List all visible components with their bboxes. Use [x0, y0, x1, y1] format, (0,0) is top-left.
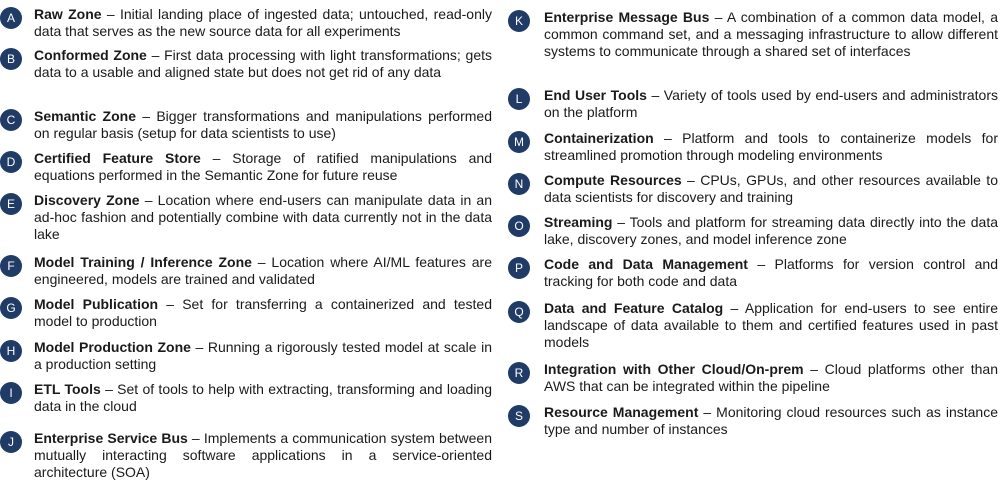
- letter-badge: S: [508, 405, 530, 427]
- legend-term: Semantic Zone: [34, 108, 136, 124]
- legend-text: [34, 47, 492, 81]
- legend-term: Code and Data Management: [544, 256, 748, 272]
- legend-term: Compute Resources: [544, 172, 682, 188]
- legend-term: Conformed Zone: [34, 47, 147, 63]
- legend-description: – Set for transferring a containerized and tested model to production: [34, 296, 493, 329]
- legend-description: – Tools and platform for streaming data directly into the data lake, discovery zones, and model inference zone: [544, 214, 998, 247]
- letter-badge: J: [0, 431, 22, 453]
- letter-badge: N: [508, 173, 530, 195]
- legend-term: Enterprise Service Bus: [34, 430, 188, 446]
- legend-description: – CPUs, GPUs, and other resources available to data scientists for discovery and training: [544, 172, 998, 205]
- legend-text: [34, 192, 492, 243]
- legend-text: [34, 150, 492, 184]
- legend-text: [34, 430, 492, 481]
- legend-term: Model Publication: [34, 296, 159, 312]
- legend-term: End User Tools: [544, 87, 647, 103]
- legend-term: Model Production Zone: [34, 339, 191, 355]
- letter-badge: I: [0, 382, 22, 404]
- letter-badge: L: [508, 88, 530, 110]
- legend-description: – Location where AI/ML features are engineered, models are trained and validated: [34, 254, 492, 287]
- legend-text: [34, 339, 492, 373]
- legend-description: – Monitoring cloud resources such as instance type and number of instances: [544, 404, 998, 437]
- letter-badge: E: [0, 193, 22, 215]
- legend-term: Resource Management: [544, 404, 699, 420]
- legend-text: [34, 254, 492, 288]
- legend-text: [544, 87, 998, 121]
- letter-badge: D: [0, 151, 22, 173]
- legend-description: – Set of tools to help with extracting, transforming and loading data in the cloud: [34, 381, 492, 414]
- legend-text: [34, 108, 492, 142]
- legend-term: ETL Tools: [34, 381, 101, 397]
- letter-badge: C: [0, 109, 22, 131]
- letter-badge: F: [0, 255, 22, 277]
- letter-badge: H: [0, 340, 22, 362]
- legend-text: [544, 130, 998, 164]
- legend-term: Streaming: [544, 214, 613, 230]
- legend-term: Containerization: [544, 130, 654, 146]
- legend-description: – Initial landing place of ingested data; untouched, read-only data that serves as the new source data for all experiments: [34, 6, 492, 39]
- legend-description: – Cloud platforms other than AWS that can be integrated within the pipeline: [544, 361, 999, 394]
- legend-description: – Location where end-users can manipulate data in an ad-hoc fashion and potentially combine with data currently not in the data lake: [34, 192, 492, 242]
- legend-description: – Storage of ratified manipulations and equations performed in the Semantic Zone for future reuse: [34, 150, 492, 183]
- letter-badge: M: [508, 131, 530, 153]
- legend-description: – Running a rigorously tested model at scale in a production setting: [34, 339, 493, 372]
- legend-description: – Application for end-users to see entire landscape of data available to them and certified features used in past models: [544, 300, 998, 350]
- legend-description: – Bigger transformations and manipulations performed on regular basis (setup for data scientists to use): [34, 108, 492, 141]
- legend-term: Model Training / Inference Zone: [34, 254, 252, 270]
- legend-text: [544, 300, 998, 351]
- legend-term: Integration with Other Cloud/On-prem: [544, 361, 804, 377]
- legend-text: [544, 404, 998, 438]
- legend-term: Raw Zone: [34, 6, 102, 22]
- legend-text: [544, 256, 998, 290]
- legend-term: Enterprise Message Bus: [544, 9, 710, 25]
- legend-term: Certified Feature Store: [34, 150, 201, 166]
- legend-text: [544, 172, 998, 206]
- legend-description: – First data processing with light transformations; gets data to a usable and aligned state but does not get rid of any data: [34, 47, 493, 80]
- legend-description: – Platform and tools to containerize models for streamlined promotion through modeling environments: [544, 130, 998, 163]
- legend-term: Discovery Zone: [34, 192, 140, 208]
- letter-badge: K: [508, 10, 530, 32]
- legend-description: – A combination of a common data model, a common command set, and a messaging infrastructure to allow different systems to communicate through a shared set of interfaces: [544, 9, 998, 59]
- letter-badge: A: [0, 7, 22, 29]
- legend-description: – Variety of tools used by end-users and administrators on the platform: [544, 87, 998, 120]
- legend-text: [34, 381, 492, 415]
- letter-badge: Q: [508, 301, 530, 323]
- legend-text: [34, 6, 492, 40]
- letter-badge: P: [508, 257, 530, 279]
- legend-description: – Platforms for version control and tracking for both code and data: [544, 256, 998, 289]
- legend-text: [544, 9, 998, 60]
- legend-text: [544, 361, 998, 395]
- legend-description: – Implements a communication system between mutually interacting software applications in a service-oriented architecture (SOA): [34, 430, 492, 480]
- legend-term: Data and Feature Catalog: [544, 300, 724, 316]
- letter-badge: B: [0, 48, 22, 70]
- letter-badge: R: [508, 362, 530, 384]
- letter-badge: G: [0, 297, 22, 319]
- letter-badge: O: [508, 215, 530, 237]
- legend-text: [34, 296, 492, 330]
- legend-text: [544, 214, 998, 248]
